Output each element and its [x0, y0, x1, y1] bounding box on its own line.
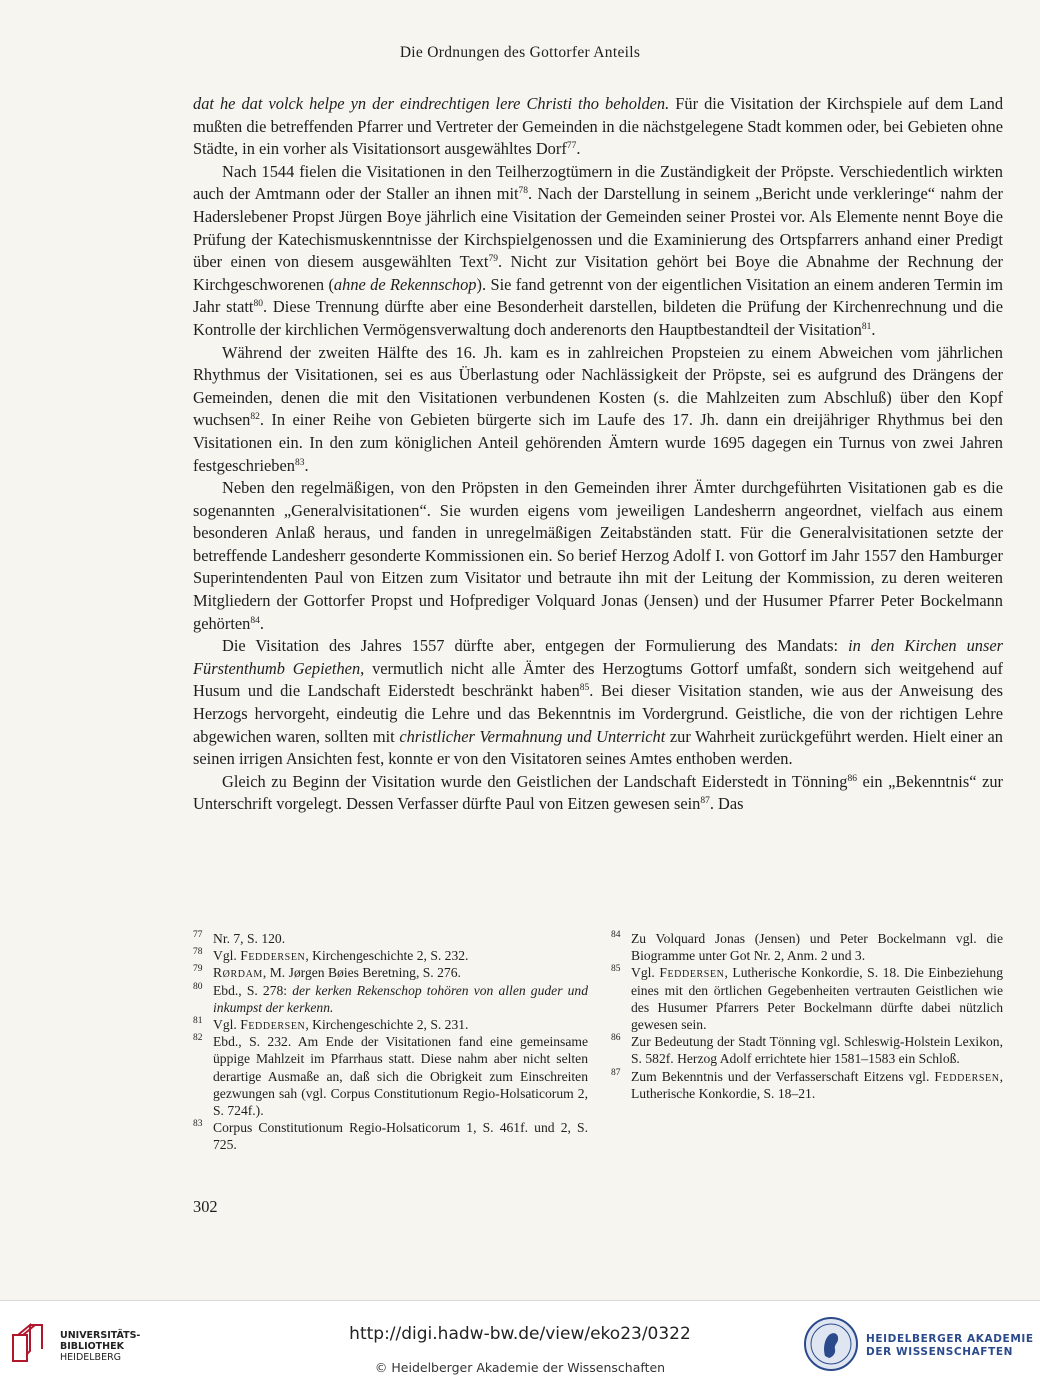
footnote-ref: 86: [847, 773, 857, 784]
footnote-ref: 84: [250, 615, 260, 626]
footnote-78: 78 Vgl. Feddersen, Kirchengeschichte 2, S. 232.: [193, 947, 469, 964]
footnote-83: 83 Corpus Constitutionum Regio-Holsaticorum 1, S. 461f. und 2, S. 725.: [193, 1119, 588, 1153]
footnote-column-left: [193, 930, 588, 1154]
academy-seal-icon: [803, 1316, 859, 1372]
footnote-column-right: [611, 930, 1003, 1102]
academy-name: HEIDELBERGER AKADEMIE DER WISSENSCHAFTEN: [866, 1333, 1034, 1358]
footnote-85: 85 Vgl. Feddersen, Lutherische Konkordie, S. 18. Die Einbeziehung eines mit den örtlichen Gegebenheiten vertrauten Geistlichen wie des Husumer Pfarrers Peter Bockelmann dürfte dabei nützlich gewesen sein.: [611, 964, 1004, 1033]
footnote-77: 77 Nr. 7, S. 120.: [193, 930, 286, 946]
university-library-name: UNIVERSITÄTS- BIBLIOTHEK HEIDELBERG: [60, 1330, 141, 1363]
footnote-79: 79 Rørdam, M. Jørgen Bøies Beretning, S. 276.: [193, 964, 461, 981]
footnote-ref: 80: [253, 299, 263, 310]
paragraph-2: Nach 1544 fielen die Visitationen in den Teilherzogtümern in die Zuständigkeit der Pröpste. Verschiedentlich wirkten auch der Amtmann oder der Staller an ihnen mit$^{78}$. Nach der Darstellung in seinem „Bericht unde verkleringe“ nahm der Haderslebener Propst Jürgen Boye jährlich eine Visitation der Gemeinden seiner Prostei vor. Als Elemente nennt Boye die Prüfung der Katechismuskenntnisse der Kirchspielgenossen und die Examinierung des Ortspfarrers anhand einer Predigt über einen von diesem ausgewählten Text$^{79}$. Nicht zur Visitation gehört bei Boye die Abnahme der Rechnung der Kirchgeschworenen (ahne de Rekennschop). Sie fand getrennt von der eigentlichen Visitation an einem anderen Termin im Jahr statt$^{80}$. Diese Trennung dürfte aber eine Besonderheit darstellen, bildeten die Prüfung der Kirchenrechnung und die Kontrolle der kirchlichen Vermögensverwaltung doch anderenorts den Hauptbestandteil der Visitation$^{81}$.: [193, 161, 1003, 339]
footnote-ref: 82: [250, 412, 260, 423]
footnote-ref: 77: [566, 141, 577, 152]
footnote-ref: 83: [294, 457, 305, 468]
page-number: 302: [193, 1197, 218, 1216]
running-head: Die Ordnungen des Gottorfer Anteils: [399, 44, 641, 61]
footnote-ref: 81: [861, 321, 872, 332]
footnote-ref: 79: [488, 254, 498, 265]
paragraph-4: Neben den regelmäßigen, von den Pröpsten in den Gemeinden ihrer Ämter durchgeführten Visitationen gab es die sogenannten „Generalvisitationen“. Sie wurden eigens vom jeweiligen Landesherrn angeordnet, vielfach aus einem besonderen Anlaß heraus, und fanden in unregelmäßigen Zeitabständen statt. Für die Generalvisitationen setzte der betreffende Landesherr gesonderte Kommissionen ein. So berief Herzog Adolf I. von Gottorf im Jahr 1557 den Hamburger Superintendenten Paul von Eitzen zum Visitator und betraute ihn mit der Leitung der Kommission, zu deren weiteren Mitgliedern der Gottorfer Propst und Hofprediger Volquard Jonas (Jensen) und der Husumer Pfarrer Peter Bockelmann gehörten$^{84}$.: [193, 478, 1003, 633]
viewer-footer: [0, 1300, 1040, 1385]
body-text: [193, 93, 1003, 816]
footnote-ref: 85: [579, 683, 590, 694]
footnote-80: 80 Ebd., S. 278: der kerken Rekenschop tohören von allen guder und inkumpst der kerkenn.: [193, 981, 588, 1015]
footnote-87: 87 Zum Bekenntnis und der Verfasserschaft Eitzens vgl. Feddersen, Lutherische Konkordie, S. 18–21.: [611, 1067, 1003, 1101]
footnote-84: 84 Zu Volquard Jonas (Jensen) und Peter Bockelmann vgl. die Biogramme unter Got Nr. 2, Anm. 2 und 3.: [611, 930, 1003, 964]
permalink-url[interactable]: http://digi.hadw-bw.de/view/eko23/0322: [349, 1324, 691, 1344]
paragraph-6: Gleich zu Beginn der Visitation wurde den Geistlichen der Landschaft Eiderstedt in Tönning$^{86}$ ein „Bekenntnis“ zur Unterschrift vorgelegt. Dessen Verfasser dürfte Paul von Eitzen gewesen sein$^{87}$. Das: [193, 771, 1004, 814]
footnote-ref: 87: [700, 796, 710, 807]
footnote-86: 86 Zur Bedeutung der Stadt Tönning vgl. Schleswig-Holstein Lexikon, S. 582f. Herzog Adolf errichtete hier 1581–1583 ein Schloß.: [611, 1033, 1003, 1067]
footnote-ref: 78: [518, 186, 529, 197]
paragraph-3: Während der zweiten Hälfte des 16. Jh. kam es in zahlreichen Propsteien zu einem Abweichen vom jährlichen Rhythmus der Visitationen, sei es aus Überlastung oder Nachlässigkeit der Pröpste, sei es aufgrund des Drängens der Gemeinden, denen die mit den Visitationen verbundenen Kosten (s. die Mahlzeiten zum Abschluß) über den Kopf wuchsen$^{82}$. In einer Reihe von Gebieten bürgerte sich im Laufe des 17. Jh. dann ein dreijähriger Rhythmus bei den Visitationen ein. In den zum königlichen Anteil gehörenden Ämtern wurde 1695 dagegen ein Turnus von zwei Jahren festgeschrieben$^{83}$.: [193, 342, 1003, 475]
footnote-82: 82 Ebd., S. 232. Am Ende der Visitationen fand eine gemeinsame üppige Mahlzeit im Pfarrhaus statt. Diese nahm aber nicht selten derartige Ausmaße an, daß sich die Obrigkeit zum Einschreiten gezwungen sah (vgl. Corpus Constitutionum Regio-Holsaticorum 2, S. 724f.).: [193, 1033, 588, 1119]
copyright-notice: © Heidelberger Akademie der Wissenschaften: [374, 1360, 666, 1375]
paragraph-1: dat he dat volck helpe yn der eindrechtigen lere Christi tho beholden. Für die Visitation der Kirchspiele auf dem Land mußten die betreffenden Pfarrer und Vertreter der Gemeinden in die nächstgelegene Stadt kommen oder, bei Gebieten ohne Städte, in ein vorher als Visitationsort ausgewähltes Dorf$^{77}$.: [193, 94, 1004, 159]
footnote-81: 81 Vgl. Feddersen, Kirchengeschichte 2, S. 231.: [193, 1016, 469, 1033]
paragraph-5: Die Visitation des Jahres 1557 dürfte aber, entgegen der Formulierung des Mandats: in den Kirchen unser Fürstenthumb Gepiethen, vermutlich nicht alle Ämter des Herzogtums Gottorf umfaßt, sondern sich weitgehend auf Husum und die Landschaft Eiderstedt beschränkt haben$^{85}$. Bei dieser Visitation standen, wie aus der Anweisung des Herzogs hervorgeht, eindeutig die Lehre und das Bekenntnis im Vordergrund. Geistliche, die von der richtigen Lehre abgewichen waren, sollten mit christlicher Vermahnung und Unterricht zur Wahrheit zurückgeführt werden. Hielt einer an seinen irrigen Ansichten fest, konnte er von den Visitatoren seines Amtes enthoben werden.: [193, 636, 1004, 769]
